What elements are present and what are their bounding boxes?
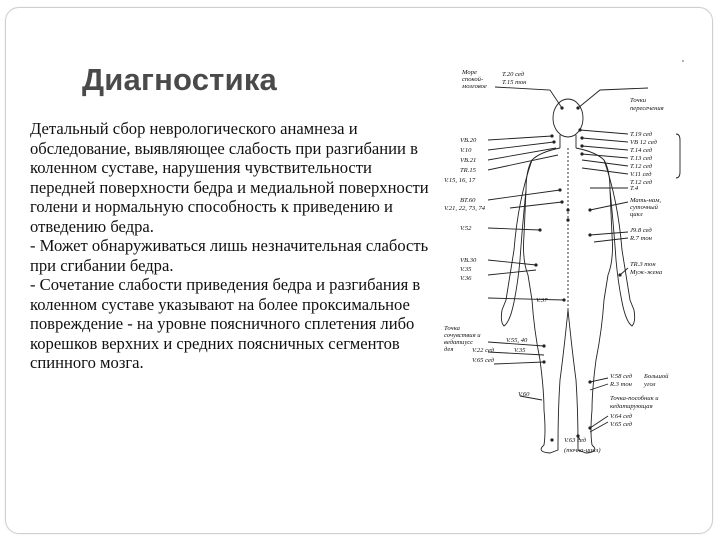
label-v64: V.64 сед — [610, 413, 633, 420]
label-t4: T.4 — [630, 185, 639, 192]
label-vb20: VB.20 — [460, 137, 477, 144]
label-tr15: TR.15 — [460, 167, 476, 174]
label-v65-left: V.65 сед — [472, 357, 495, 364]
label-v65-right: V.65 сед — [610, 421, 633, 428]
label-r3: R.3 тон — [610, 381, 632, 388]
label-v52: V.52 — [460, 225, 472, 232]
label-tochka-1: Точка — [444, 325, 460, 332]
acupuncture-body-diagram — [440, 60, 710, 460]
label-v58: V.58 сед — [610, 373, 633, 380]
label-tochki: Точки — [630, 97, 647, 104]
label-bolshoy: Большой — [644, 373, 669, 380]
label-tochka-a: Точка-пособник и — [610, 395, 659, 402]
label-vb12: VB 12 сед — [630, 139, 657, 146]
label-v35: V.35 — [460, 266, 472, 273]
label-mozgovoe: мозговое — [462, 83, 487, 90]
label-v15-17: V.15, 16, 17 — [444, 177, 476, 184]
label-r7: R.7 тон — [630, 235, 652, 242]
label-v21-74: V.21, 22, 73, 74 — [444, 205, 486, 212]
label-tochka-4: дея — [444, 346, 454, 353]
label-v36: V.36 — [460, 275, 472, 282]
label-t12: T.12 сед — [630, 163, 653, 170]
label-tochka-3: ведатиусс — [444, 339, 474, 346]
label-t15: T.15 тон — [502, 79, 527, 86]
label-tr3: TR.3 тон — [630, 261, 656, 268]
label-v37: V.37 — [536, 297, 548, 304]
label-v60: V.60 — [518, 391, 530, 398]
label-peresecheniya: пересечения — [630, 105, 664, 112]
label-mat-1: Мать-нам, — [630, 197, 662, 204]
body-figure-svg — [440, 60, 710, 460]
label-v11: V.11 сед — [630, 171, 652, 178]
label-v35b: V.35 — [514, 347, 526, 354]
label-tochka-b: кедатирующая — [610, 403, 653, 410]
label-bt60: BT.60 — [460, 197, 476, 204]
label-mat-2: суточный — [630, 204, 658, 211]
label-tochka-c: (точка-цикл) — [564, 447, 601, 454]
slide-body-text: Детальный сбор неврологического анамнеза и обследование, выявляющее слабость при разгибании в коленном суставе, нарушения чувствительности передней поверхности бедра и медиальной поверхности голени и нормальную способность к приведению и отведению бедра. - Может обнаруживаться лишь незначительная слабость при сгибании бедра. - Сочетание слабости приведения бедра и разгибания в коленном суставе указывают на более проксимальное повреждение - на уровне поясничного сплетения либо корешков верхних и средних поясничных сегментов спинного мозга. — [30, 119, 429, 372]
label-mat-3: цикл — [630, 211, 643, 218]
label-v10: V.10 — [460, 147, 472, 154]
slide-title: Диагностика — [82, 62, 277, 97]
label-t13: T.13 сед — [630, 155, 653, 162]
label-v55-40: V.55, 40 — [506, 337, 528, 344]
label-t20: T.20 сед — [502, 71, 525, 78]
label-v22: V.22 сед — [472, 347, 495, 354]
label-muzh-zhena: Муж-жена — [630, 269, 663, 276]
label-vb21: VB.21 — [460, 157, 477, 164]
label-t14: T.14 сед — [630, 147, 653, 154]
label-j98: J9.8 сед — [630, 227, 652, 234]
label-vb30: VB.30 — [460, 257, 477, 264]
label-t12b: T.12 сед — [630, 179, 653, 186]
label-ugol: угол — [644, 381, 656, 388]
label-t19: T.19 сед — [630, 131, 653, 138]
label-more: Море — [462, 69, 477, 76]
label-tochka-2: сочувствия и — [444, 332, 481, 339]
label-spokoystviya: спокой- — [462, 76, 484, 83]
label-v63: V.63 сед — [564, 437, 587, 444]
